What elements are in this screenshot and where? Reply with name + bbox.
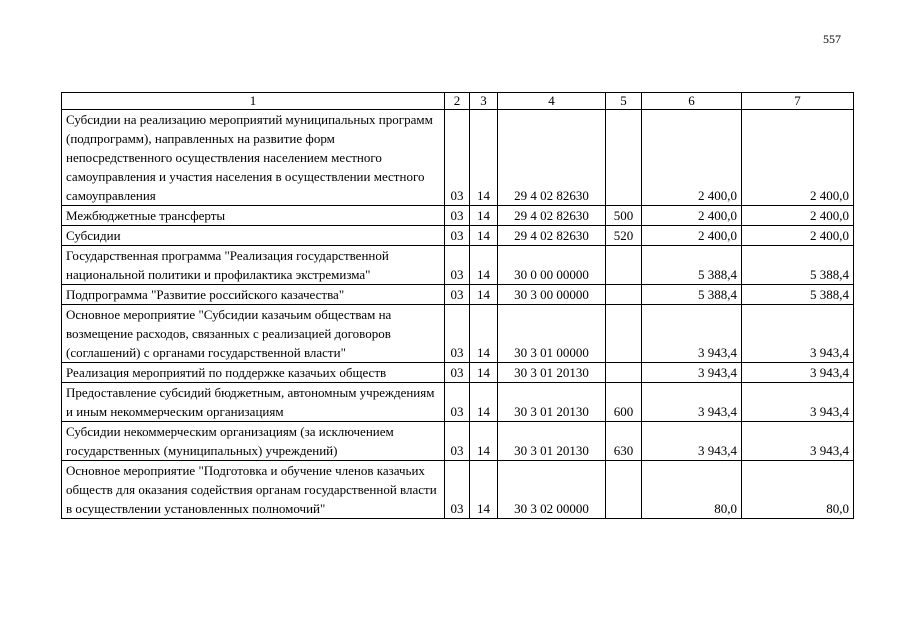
row-name: Субсидии на реализацию мероприятий муниципальных программ (подпрограмм), направленных на развитие форм непосредственного осуществления населением местного самоуправления и участия населения в осуществлении местного самоуправления xyxy=(62,110,445,206)
row-name: Межбюджетные трансферты xyxy=(62,206,445,226)
header-cell: 3 xyxy=(470,93,498,110)
row-name: Предоставление субсидий бюджетным, автономным учреждениям и иным некоммерческим организациям xyxy=(62,383,445,422)
row-amount-2: 2 400,0 xyxy=(742,226,854,246)
row-target-code: 30 3 00 00000 xyxy=(498,285,606,305)
row-subsection: 14 xyxy=(470,383,498,422)
row-target-code: 30 3 01 20130 xyxy=(498,383,606,422)
table-row xyxy=(62,246,854,285)
row-target-code: 30 3 01 20130 xyxy=(498,363,606,383)
row-amount-2: 3 943,4 xyxy=(742,422,854,461)
row-amount-1: 5 388,4 xyxy=(642,285,742,305)
header-cell: 5 xyxy=(606,93,642,110)
row-amount-2: 80,0 xyxy=(742,461,854,519)
row-section: 03 xyxy=(445,285,470,305)
header-cell: 6 xyxy=(642,93,742,110)
row-name: Государственная программа "Реализация государственной национальной политики и профилактика экстремизма" xyxy=(62,246,445,285)
row-subsection: 14 xyxy=(470,246,498,285)
row-amount-2: 5 388,4 xyxy=(742,285,854,305)
header-cell: 1 xyxy=(62,93,445,110)
table-row xyxy=(62,383,854,422)
header-cell: 7 xyxy=(742,93,854,110)
row-amount-1: 80,0 xyxy=(642,461,742,519)
budget-table xyxy=(61,92,854,519)
row-amount-1: 3 943,4 xyxy=(642,383,742,422)
row-expense-type: 520 xyxy=(606,226,642,246)
table-row xyxy=(62,422,854,461)
header-cell: 2 xyxy=(445,93,470,110)
row-subsection: 14 xyxy=(470,110,498,206)
row-expense-type xyxy=(606,461,642,519)
page-number: 557 xyxy=(823,32,841,46)
table-row xyxy=(62,226,854,246)
row-target-code: 30 0 00 00000 xyxy=(498,246,606,285)
row-subsection: 14 xyxy=(470,363,498,383)
row-section: 03 xyxy=(445,383,470,422)
row-amount-1: 2 400,0 xyxy=(642,226,742,246)
row-subsection: 14 xyxy=(470,305,498,363)
row-target-code: 29 4 02 82630 xyxy=(498,226,606,246)
row-subsection: 14 xyxy=(470,422,498,461)
row-amount-2: 2 400,0 xyxy=(742,206,854,226)
row-target-code: 29 4 02 82630 xyxy=(498,110,606,206)
row-name: Субсидии xyxy=(62,226,445,246)
row-expense-type xyxy=(606,246,642,285)
table-row xyxy=(62,285,854,305)
row-amount-1: 3 943,4 xyxy=(642,305,742,363)
row-section: 03 xyxy=(445,226,470,246)
row-section: 03 xyxy=(445,206,470,226)
row-target-code: 30 3 01 20130 xyxy=(498,422,606,461)
row-section: 03 xyxy=(445,305,470,363)
row-name: Реализация мероприятий по поддержке казачьих обществ xyxy=(62,363,445,383)
row-section: 03 xyxy=(445,363,470,383)
row-amount-2: 2 400,0 xyxy=(742,110,854,206)
row-subsection: 14 xyxy=(470,226,498,246)
row-subsection: 14 xyxy=(470,285,498,305)
row-section: 03 xyxy=(445,461,470,519)
row-subsection: 14 xyxy=(470,461,498,519)
row-expense-type: 600 xyxy=(606,383,642,422)
row-name: Основное мероприятие "Субсидии казачьим обществам на возмещение расходов, связанных с реализацией договоров (соглашений) с органами государственной власти" xyxy=(62,305,445,363)
row-amount-2: 3 943,4 xyxy=(742,305,854,363)
table-row xyxy=(62,363,854,383)
row-target-code: 30 3 01 00000 xyxy=(498,305,606,363)
row-name: Основное мероприятие "Подготовка и обучение членов казачьих обществ для оказания содействия органам государственной власти в осуществлении установленных полномочий" xyxy=(62,461,445,519)
table-row xyxy=(62,206,854,226)
row-expense-type xyxy=(606,305,642,363)
row-subsection: 14 xyxy=(470,206,498,226)
row-target-code: 29 4 02 82630 xyxy=(498,206,606,226)
row-expense-type xyxy=(606,285,642,305)
row-expense-type xyxy=(606,110,642,206)
table-row xyxy=(62,110,854,206)
table-header-row xyxy=(62,93,854,110)
row-target-code: 30 3 02 00000 xyxy=(498,461,606,519)
row-amount-1: 5 388,4 xyxy=(642,246,742,285)
row-name: Подпрограмма "Развитие российского казачества" xyxy=(62,285,445,305)
row-amount-1: 2 400,0 xyxy=(642,206,742,226)
row-expense-type: 630 xyxy=(606,422,642,461)
row-section: 03 xyxy=(445,110,470,206)
table-row xyxy=(62,305,854,363)
row-amount-2: 5 388,4 xyxy=(742,246,854,285)
row-amount-1: 2 400,0 xyxy=(642,110,742,206)
row-expense-type: 500 xyxy=(606,206,642,226)
row-amount-1: 3 943,4 xyxy=(642,422,742,461)
row-amount-2: 3 943,4 xyxy=(742,383,854,422)
row-expense-type xyxy=(606,363,642,383)
row-amount-2: 3 943,4 xyxy=(742,363,854,383)
row-section: 03 xyxy=(445,246,470,285)
row-section: 03 xyxy=(445,422,470,461)
header-cell: 4 xyxy=(498,93,606,110)
row-name: Субсидии некоммерческим организациям (за исключением государственных (муниципальных) учреждений) xyxy=(62,422,445,461)
table-row xyxy=(62,461,854,519)
row-amount-1: 3 943,4 xyxy=(642,363,742,383)
